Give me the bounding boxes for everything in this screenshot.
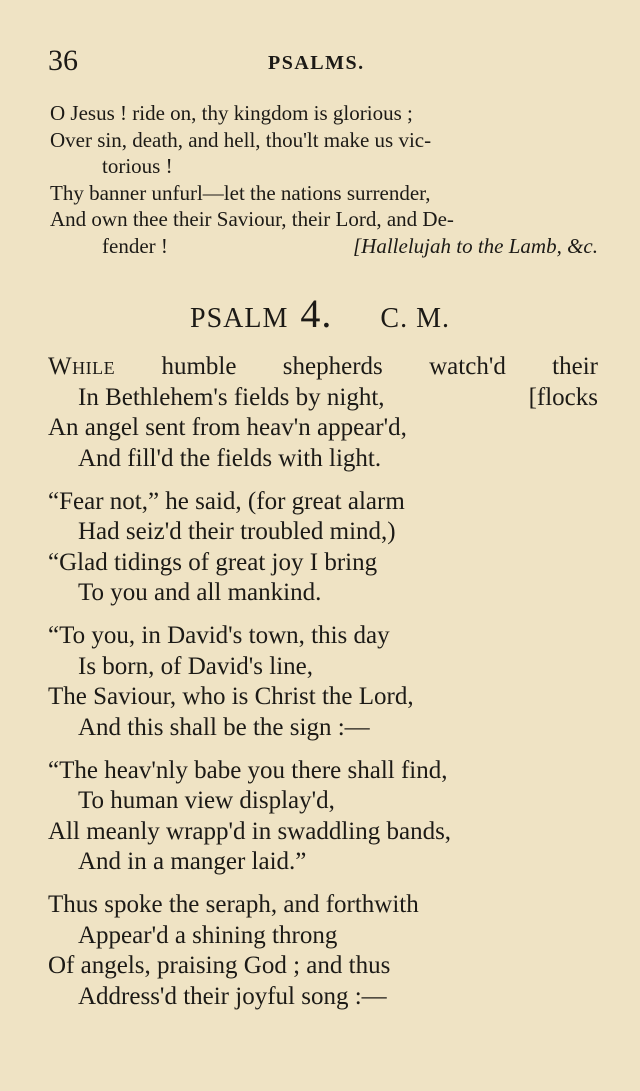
stanza: [48, 621, 598, 743]
verse-line: Address'd their joyful song :—: [78, 982, 387, 1010]
verse-line: “Fear not,” he said, (for great alarm: [48, 487, 405, 515]
verse-line: “To you, in David's town, this day: [48, 622, 390, 649]
stanza: [48, 890, 598, 1012]
carried-word: [flocks: [528, 383, 598, 411]
psalm-title: [0, 290, 640, 337]
verse-line: Appear'd a shining throng: [78, 921, 338, 949]
verse-line: Of angels, praising God ; and thus: [48, 952, 391, 979]
stanza: [48, 487, 598, 609]
verse-line: torious !: [102, 154, 173, 178]
verse-line: An angel sent from heav'n appear'd,: [48, 414, 407, 441]
verse-line: O Jesus ! ride on, thy kingdom is glorious ;: [50, 101, 413, 125]
verse-line: And fill'd the fields with light.: [78, 444, 382, 472]
verse-line: Thus spoke the seraph, and forthwith: [48, 891, 419, 918]
stanza: [48, 352, 598, 474]
chorus-reference: [Hallelujah to the Lamb, &c.: [353, 233, 598, 258]
verse-line: And own thee their Saviour, their Lord, and De-: [50, 207, 454, 231]
verse-line: To human view display'd,: [78, 787, 335, 814]
psalm-number: 4.: [300, 291, 333, 336]
stanza: [48, 756, 598, 878]
psalm-label: PSALM: [190, 303, 289, 334]
verse-line: “Glad tidings of great joy I bring: [48, 548, 378, 576]
verse-line: And in a manger laid.”: [78, 848, 307, 875]
verse-line: Thy banner unfurl—let the nations surrender,: [50, 180, 431, 205]
verse-line: To you and all mankind.: [78, 579, 322, 606]
verse-line: fender !: [102, 233, 168, 258]
running-head: PSALMS.: [268, 52, 365, 74]
psalm-text: [48, 352, 598, 1025]
verse-line: All meanly wrapp'd in swaddling bands,: [48, 817, 452, 845]
verse-line: [48, 383, 598, 414]
verse-line-with-reference: [50, 233, 598, 260]
psalm-meter: C. M.: [380, 303, 450, 334]
page-number: 36: [48, 44, 78, 77]
first-word: While: [48, 353, 116, 380]
verse-line: And this shall be the sign :—: [78, 713, 370, 741]
previous-hymn-ending: [50, 100, 598, 259]
verse-line: “The heav'nly babe you there shall find,: [48, 756, 448, 784]
verse-line: Had seiz'd their troubled mind,): [78, 518, 396, 545]
verse-line-rest: humble shepherds watch'd their: [115, 353, 598, 380]
verse-line: Over sin, death, and hell, thou'lt make us vic-: [50, 127, 432, 152]
verse-line: Is born, of David's line,: [78, 652, 314, 680]
verse-line: The Saviour, who is Christ the Lord,: [48, 683, 414, 710]
verse-line: [48, 352, 598, 383]
verse-line-text: In Bethlehem's fields by night,: [78, 383, 385, 411]
